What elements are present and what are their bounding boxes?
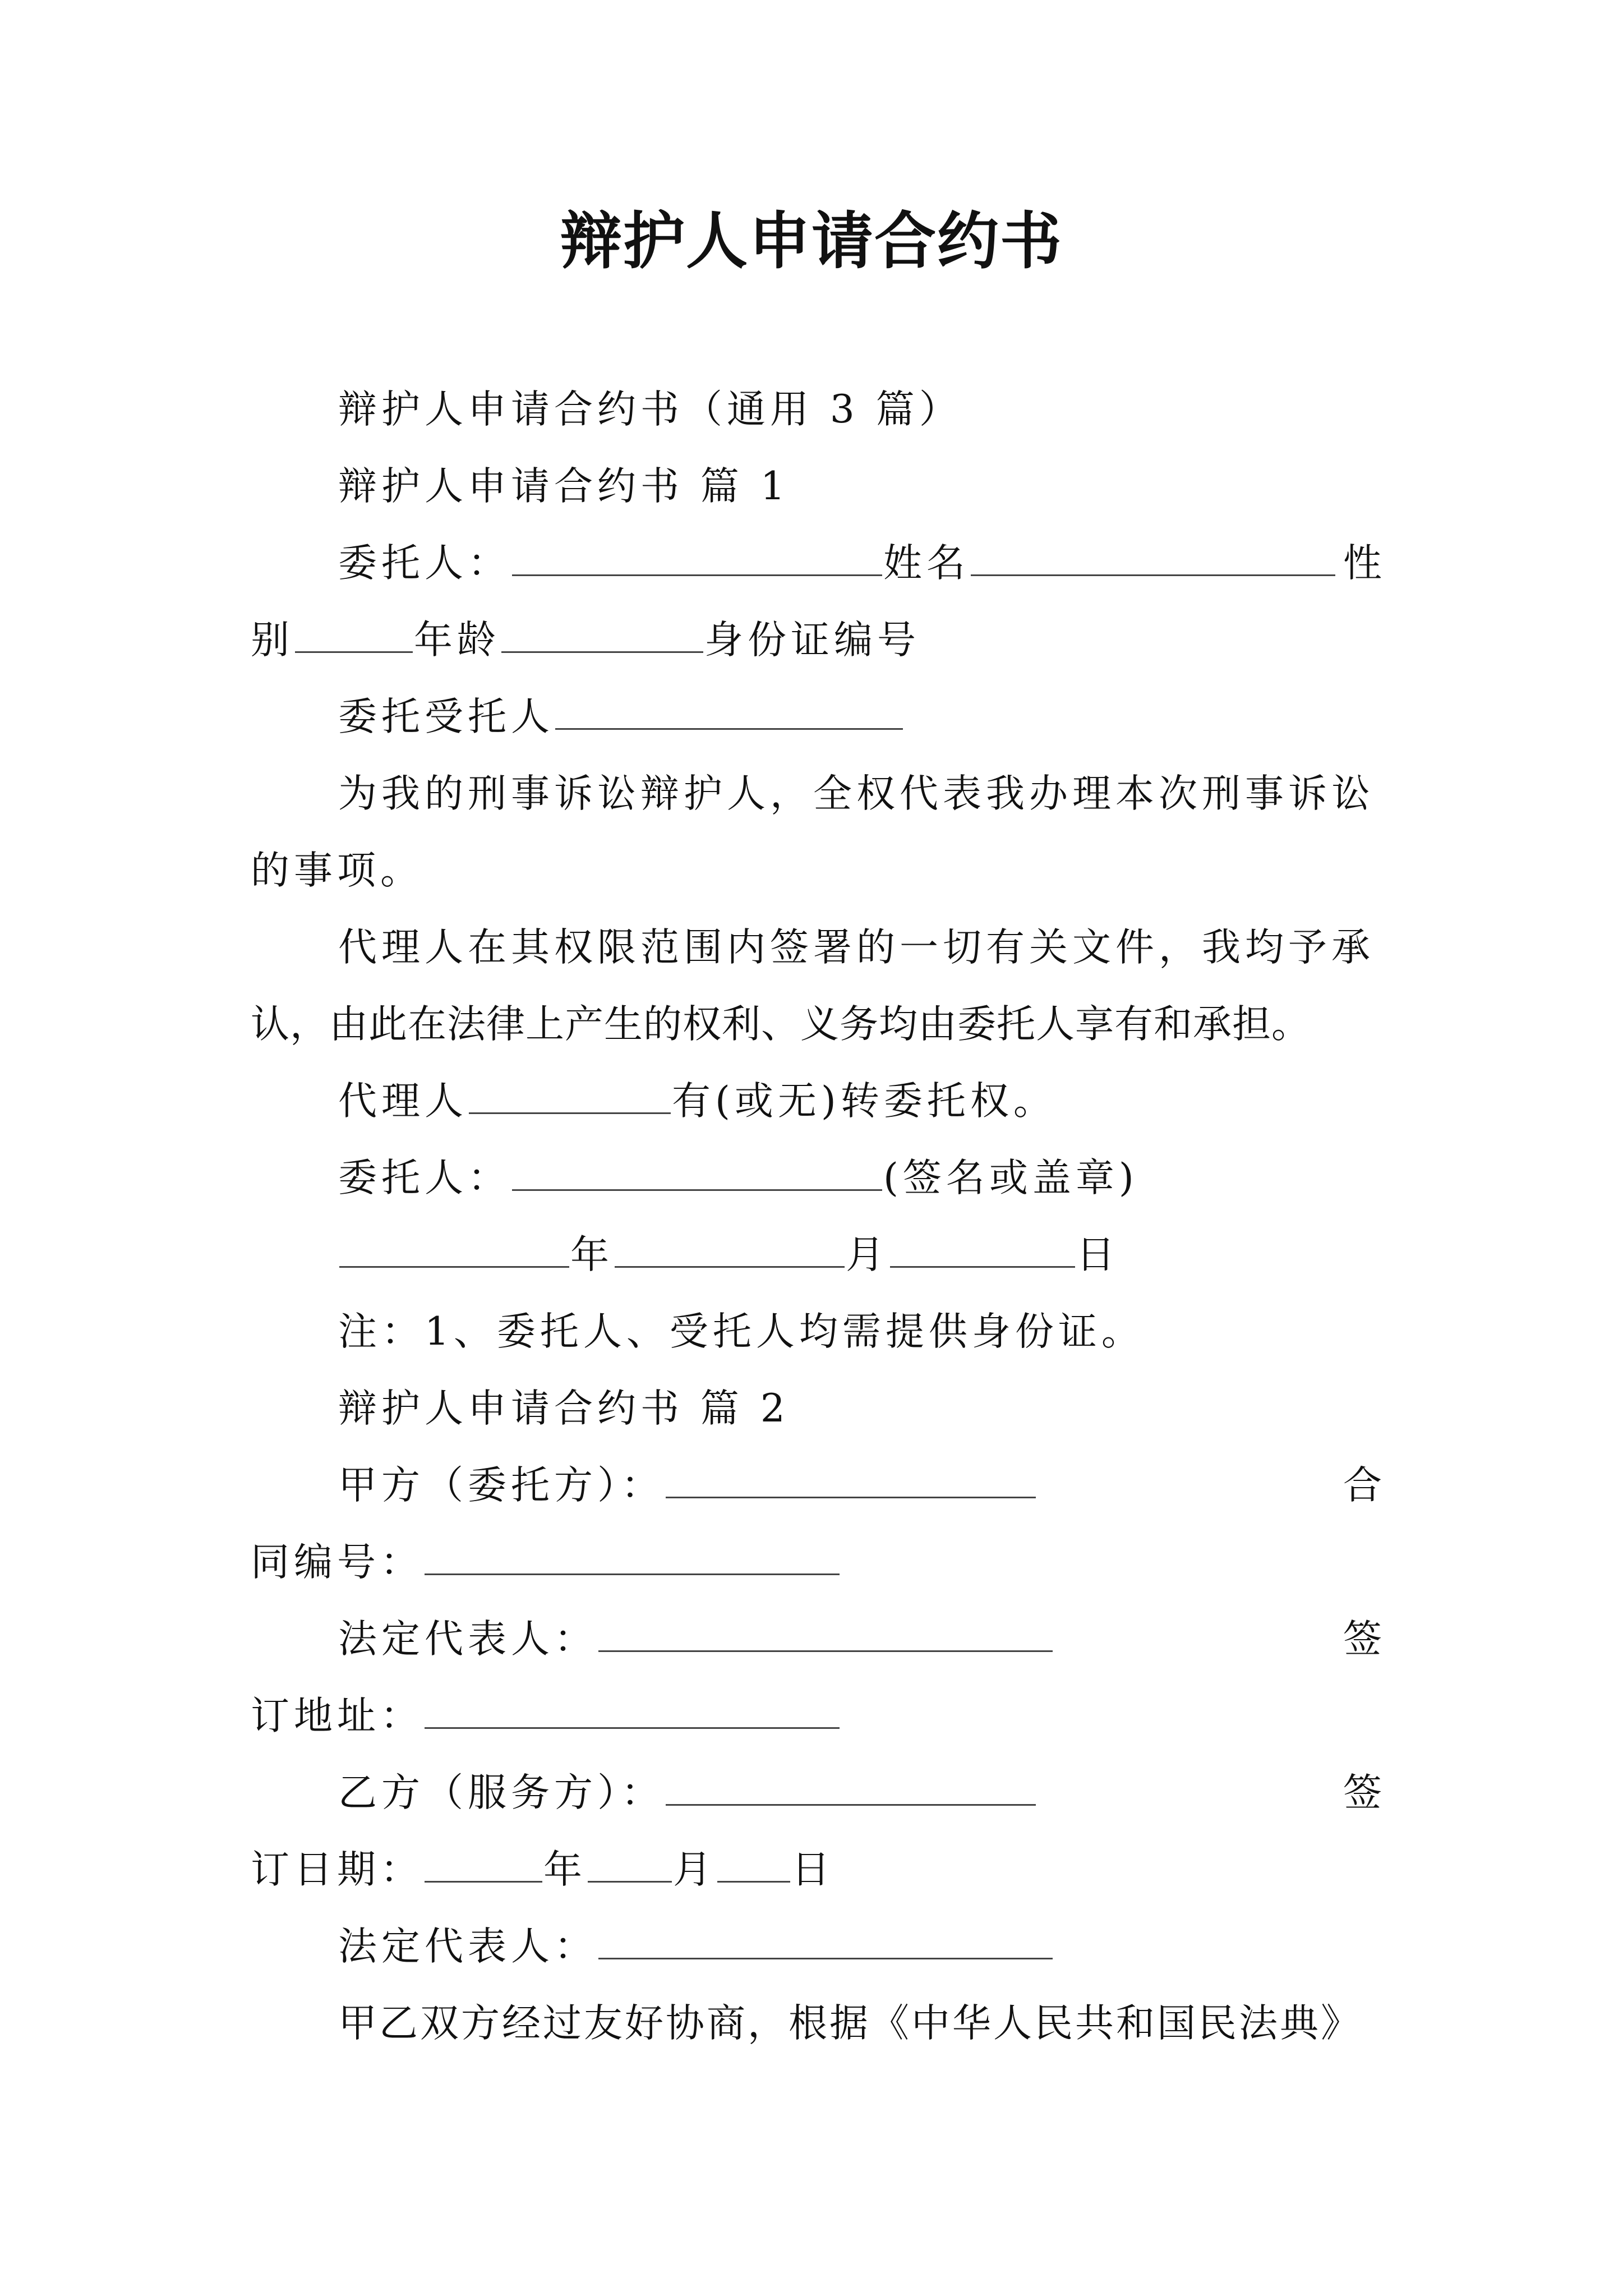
party-a-label: 甲方（委托方）： (338, 1463, 665, 1508)
day-blank (890, 1235, 1075, 1268)
sign-day-blank (717, 1849, 790, 1883)
gender-label-part1: 性 (1343, 541, 1386, 586)
party-a-blank (666, 1465, 1036, 1498)
section1-heading-line (251, 448, 1386, 525)
party-a-line (251, 1447, 1386, 1524)
sign-place-line (251, 1678, 1386, 1755)
subtitle: 辩护人申请合约书（通用 3 篇） (338, 387, 962, 432)
sign-place-blank (425, 1696, 840, 1729)
party-b-field (338, 1755, 1037, 1832)
agreement-line: 甲乙双方经过友好协商，根据《中华人民共和国民法典》 (338, 2001, 1362, 2046)
document-title: 辩护人申请合约书 (560, 205, 1063, 277)
para1-line2: 的事项。 (251, 848, 423, 893)
sign-year-label: 年 (543, 1847, 587, 1892)
sign-month-blank (588, 1849, 672, 1883)
sign-year-blank (425, 1849, 542, 1883)
name-label: 姓名 (883, 541, 970, 586)
contract-no-blank (425, 1542, 840, 1575)
year-blank (339, 1235, 569, 1268)
party-b-blank (666, 1773, 1036, 1806)
gender-blank (295, 620, 413, 653)
age-blank (501, 620, 703, 653)
principal-line (251, 525, 1386, 602)
para2-line1: 代理人在其权限范围内签署的一切有关文件，我均予承 (338, 925, 1375, 970)
section1-heading: 辩护人申请合约书 篇 1 (338, 464, 790, 509)
agent-line (251, 679, 1386, 756)
age-label: 年龄 (414, 618, 500, 662)
sign-place-part2: 订地址： (251, 1694, 423, 1738)
party-b-label: 乙方（服务方）： (338, 1770, 665, 1815)
agent-label: 委托受托人 (338, 694, 554, 739)
sign-suffix: (签名或盖章) (883, 1156, 1138, 1200)
sign-date-part2: 订日期： (251, 1847, 423, 1892)
contract-no-part2: 同编号： (251, 1540, 423, 1585)
day-label: 日 (1076, 1232, 1119, 1277)
section2-heading-line (251, 1370, 1386, 1447)
year-label: 年 (570, 1232, 614, 1277)
sign-date-part1: 签 (1343, 1770, 1386, 1815)
sign-month-label: 月 (673, 1847, 716, 1892)
principal-blank (512, 543, 882, 576)
contract-no-part1: 合 (1343, 1463, 1386, 1508)
para1-line1: 为我的刑事诉讼辩护人，全权代表我办理本次刑事诉讼 (338, 771, 1375, 816)
name-blank (971, 543, 1335, 576)
agent-blank (555, 697, 903, 730)
id-label: 身份证编号 (704, 618, 920, 662)
sign-place-part1: 签 (1343, 1617, 1386, 1662)
legal-rep-b-label: 法定代表人： (338, 1924, 597, 1969)
party-a-field (338, 1447, 1037, 1524)
document-body (251, 371, 1386, 2062)
delegate-suffix: 有(或无)转委托权。 (672, 1079, 1057, 1124)
para2-line2: 认，由此在法律上产生的权利、义务均由委托人享有和承担。 (251, 1002, 1311, 1047)
legal-rep-line (251, 1601, 1386, 1678)
month-blank (615, 1235, 845, 1268)
gender-age-line (251, 602, 1386, 679)
principal-field (338, 525, 1336, 602)
sign-label: 委托人： (338, 1156, 511, 1200)
delegate-label: 代理人 (338, 1079, 468, 1124)
legal-rep-b-line (251, 1908, 1386, 1985)
delegate-line (251, 1063, 1386, 1140)
sign-line (251, 1140, 1386, 1217)
date-line (251, 1217, 1386, 1294)
contract-no-line (251, 1524, 1386, 1601)
sign-date-line (251, 1832, 1386, 1908)
legal-rep-label: 法定代表人： (338, 1617, 597, 1662)
gender-label-part2: 别 (251, 618, 294, 662)
sign-blank (512, 1158, 882, 1191)
section2-heading: 辩护人申请合约书 篇 2 (338, 1386, 790, 1431)
month-label: 月 (846, 1232, 889, 1277)
legal-rep-field (338, 1601, 1054, 1678)
principal-label: 委托人： (338, 541, 511, 586)
sign-day-label: 日 (791, 1847, 834, 1892)
subtitle-line (251, 371, 1386, 448)
legal-rep-blank (598, 1619, 1053, 1652)
legal-rep-b-blank (598, 1926, 1053, 1959)
party-b-line (251, 1755, 1386, 1832)
note-line: 注：1、委托人、受托人均需提供身份证。 (338, 1309, 1145, 1354)
delegate-blank (469, 1081, 671, 1114)
